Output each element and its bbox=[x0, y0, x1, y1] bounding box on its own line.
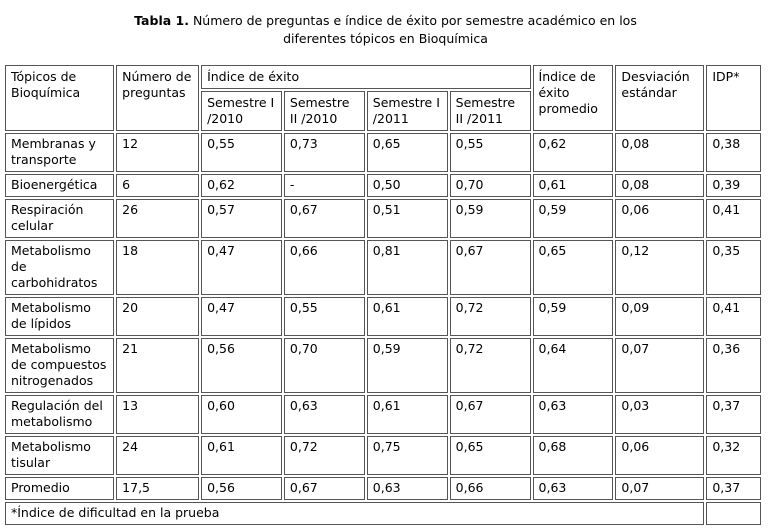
semester-2-2010-cell: 0,66 bbox=[284, 240, 365, 295]
table-caption bbox=[0, 12, 771, 48]
semester-1-2010-cell: 0,57 bbox=[201, 199, 282, 238]
num-questions-cell: 13 bbox=[116, 395, 199, 434]
semester-1-2011-cell: 0,75 bbox=[367, 436, 448, 475]
num-questions-cell: 24 bbox=[116, 436, 199, 475]
semester-1-2010-cell: 0,47 bbox=[201, 297, 282, 336]
std-dev-cell: 0,08 bbox=[615, 174, 704, 197]
num-questions-cell: 18 bbox=[116, 240, 199, 295]
semester-2-2010-cell: 0,70 bbox=[284, 338, 365, 393]
avg-success-cell: 0,65 bbox=[533, 240, 614, 295]
table-row bbox=[5, 174, 761, 197]
footnote-empty-cell bbox=[706, 502, 761, 525]
semester-2-2011-cell: 0,65 bbox=[450, 436, 531, 475]
semester-2-2011-cell: 0,70 bbox=[450, 174, 531, 197]
semester-2-2010-cell: 0,63 bbox=[284, 395, 365, 434]
topic-cell: Membranas y transporte bbox=[5, 133, 114, 172]
semester-1-2010-cell: 0,56 bbox=[201, 338, 282, 393]
header-topics: Tópicos de Bioquímica bbox=[5, 65, 114, 131]
idp-cell: 0,41 bbox=[706, 297, 761, 336]
semester-2-2010-cell: 0,67 bbox=[284, 199, 365, 238]
topic-cell: Metabolismo de compuestos nitrogenados bbox=[5, 338, 114, 393]
num-questions-cell: 6 bbox=[116, 174, 199, 197]
table-row bbox=[5, 133, 761, 172]
std-dev-cell: 0,06 bbox=[615, 436, 704, 475]
header-semester: Semestre II /2010 bbox=[284, 91, 365, 131]
avg-success-cell: 0,59 bbox=[533, 297, 614, 336]
semester-2-2011-cell: 0,67 bbox=[450, 395, 531, 434]
table-body bbox=[5, 133, 761, 500]
semester-2-2011-cell: 0,59 bbox=[450, 199, 531, 238]
header-std-dev: Desviación estándar bbox=[615, 65, 704, 131]
idp-cell: 0,36 bbox=[706, 338, 761, 393]
header-num-questions: Número de preguntas bbox=[116, 65, 199, 131]
table-row bbox=[5, 240, 761, 295]
semester-2-2011-cell: 0,72 bbox=[450, 338, 531, 393]
idp-cell: 0,38 bbox=[706, 133, 761, 172]
header-semester: Semestre I /2010 bbox=[201, 91, 282, 131]
footnote-row bbox=[5, 502, 761, 525]
idp-cell: 0,37 bbox=[706, 395, 761, 434]
topic-cell: Metabolismo tisular bbox=[5, 436, 114, 475]
avg-success-cell: 0,63 bbox=[533, 477, 614, 500]
caption-text-2: diferentes tópicos en Bioquímica bbox=[283, 31, 488, 46]
num-questions-cell: 26 bbox=[116, 199, 199, 238]
header-success-index: Índice de éxito bbox=[201, 65, 530, 89]
table-row bbox=[5, 297, 761, 336]
topic-cell: Bioenergética bbox=[5, 174, 114, 197]
semester-2-2010-cell: 0,67 bbox=[284, 477, 365, 500]
avg-success-cell: 0,64 bbox=[533, 338, 614, 393]
avg-success-cell: 0,68 bbox=[533, 436, 614, 475]
table-row bbox=[5, 477, 761, 500]
table-row bbox=[5, 338, 761, 393]
std-dev-cell: 0,06 bbox=[615, 199, 704, 238]
semester-1-2011-cell: 0,81 bbox=[367, 240, 448, 295]
idp-cell: 0,35 bbox=[706, 240, 761, 295]
semester-1-2010-cell: 0,60 bbox=[201, 395, 282, 434]
semester-1-2011-cell: 0,63 bbox=[367, 477, 448, 500]
semester-1-2011-cell: 0,65 bbox=[367, 133, 448, 172]
topic-cell: Promedio bbox=[5, 477, 114, 500]
num-questions-cell: 12 bbox=[116, 133, 199, 172]
std-dev-cell: 0,12 bbox=[615, 240, 704, 295]
semester-1-2011-cell: 0,61 bbox=[367, 297, 448, 336]
semester-1-2011-cell: 0,59 bbox=[367, 338, 448, 393]
header-avg-success: Índice de éxito promedio bbox=[533, 65, 614, 131]
semester-2-2010-cell: 0,73 bbox=[284, 133, 365, 172]
table-footnote: *Índice de dificultad en la prueba bbox=[5, 502, 704, 525]
num-questions-cell: 20 bbox=[116, 297, 199, 336]
avg-success-cell: 0,61 bbox=[533, 174, 614, 197]
idp-cell: 0,37 bbox=[706, 477, 761, 500]
semester-2-2011-cell: 0,67 bbox=[450, 240, 531, 295]
semester-1-2010-cell: 0,55 bbox=[201, 133, 282, 172]
caption-line-1 bbox=[0, 12, 771, 30]
num-questions-cell: 21 bbox=[116, 338, 199, 393]
header-idp: IDP* bbox=[706, 65, 761, 131]
idp-cell: 0,32 bbox=[706, 436, 761, 475]
idp-cell: 0,41 bbox=[706, 199, 761, 238]
avg-success-cell: 0,59 bbox=[533, 199, 614, 238]
num-questions-cell: 17,5 bbox=[116, 477, 199, 500]
table-row bbox=[5, 199, 761, 238]
std-dev-cell: 0,07 bbox=[615, 477, 704, 500]
semester-1-2010-cell: 0,47 bbox=[201, 240, 282, 295]
header-row-1 bbox=[5, 65, 761, 89]
semester-1-2010-cell: 0,61 bbox=[201, 436, 282, 475]
topic-cell: Metabolismo de carbohidratos bbox=[5, 240, 114, 295]
caption-text-1: Número de preguntas e índice de éxito por semestre académico en los bbox=[188, 13, 637, 28]
caption-label: Tabla 1. bbox=[134, 13, 189, 28]
semester-2-2011-cell: 0,72 bbox=[450, 297, 531, 336]
topic-cell: Respiración celular bbox=[5, 199, 114, 238]
semester-2-2011-cell: 0,55 bbox=[450, 133, 531, 172]
header-semester: Semestre I /2011 bbox=[367, 91, 448, 131]
semester-1-2011-cell: 0,51 bbox=[367, 199, 448, 238]
data-table bbox=[3, 63, 763, 527]
idp-cell: 0,39 bbox=[706, 174, 761, 197]
semester-2-2010-cell: 0,55 bbox=[284, 297, 365, 336]
semester-1-2010-cell: 0,62 bbox=[201, 174, 282, 197]
std-dev-cell: 0,08 bbox=[615, 133, 704, 172]
avg-success-cell: 0,63 bbox=[533, 395, 614, 434]
semester-2-2010-cell: - bbox=[284, 174, 365, 197]
semester-2-2010-cell: 0,72 bbox=[284, 436, 365, 475]
semester-1-2011-cell: 0,61 bbox=[367, 395, 448, 434]
topic-cell: Regulación del metabolismo bbox=[5, 395, 114, 434]
std-dev-cell: 0,09 bbox=[615, 297, 704, 336]
semester-2-2011-cell: 0,66 bbox=[450, 477, 531, 500]
avg-success-cell: 0,62 bbox=[533, 133, 614, 172]
std-dev-cell: 0,07 bbox=[615, 338, 704, 393]
table-row bbox=[5, 395, 761, 434]
header-semester: Semestre II /2011 bbox=[450, 91, 531, 131]
semester-1-2010-cell: 0,56 bbox=[201, 477, 282, 500]
table-row bbox=[5, 436, 761, 475]
topic-cell: Metabolismo de lípidos bbox=[5, 297, 114, 336]
semester-1-2011-cell: 0,50 bbox=[367, 174, 448, 197]
std-dev-cell: 0,03 bbox=[615, 395, 704, 434]
